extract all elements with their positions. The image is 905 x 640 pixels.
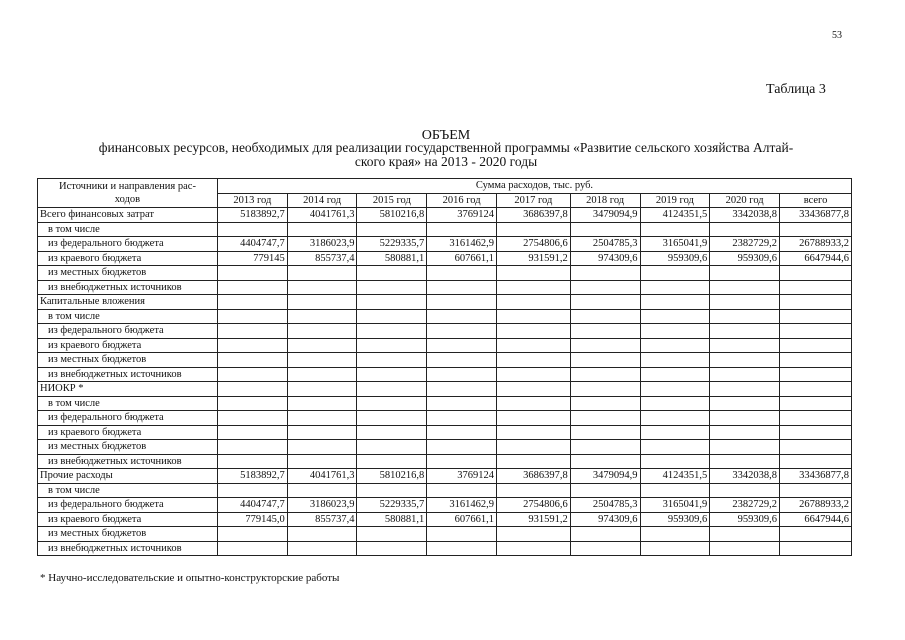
value-cell: 6647944,6 (780, 251, 852, 266)
footnote: * Научно-исследовательские и опытно-конструкторские работы (40, 572, 340, 584)
row-label: из внебюджетных источников (38, 367, 218, 382)
value-cell (780, 324, 852, 339)
value-cell (217, 266, 287, 281)
value-cell: 3161462,9 (427, 498, 497, 513)
value-cell (640, 266, 710, 281)
value-cell (710, 338, 780, 353)
table-row (38, 266, 852, 281)
value-cell: 3186023,9 (287, 498, 357, 513)
value-cell: 4124351,5 (640, 208, 710, 223)
value-cell: 2504785,3 (570, 237, 640, 252)
value-cell: 4404747,7 (217, 498, 287, 513)
value-cell (496, 527, 570, 542)
value-cell (496, 309, 570, 324)
value-cell (780, 367, 852, 382)
value-cell (780, 454, 852, 469)
value-cell (287, 280, 357, 295)
value-cell: 5229335,7 (357, 498, 427, 513)
table-row (38, 512, 852, 527)
value-cell: 4124351,5 (640, 469, 710, 484)
row-label: Прочие расходы (38, 469, 218, 484)
row-label: в том числе (38, 222, 218, 237)
table-row (38, 280, 852, 295)
value-cell (710, 411, 780, 426)
value-cell: 3479094,9 (570, 469, 640, 484)
value-cell (710, 222, 780, 237)
value-cell (287, 541, 357, 556)
value-cell (710, 353, 780, 368)
value-cell (427, 382, 497, 397)
value-cell: 3161462,9 (427, 237, 497, 252)
value-cell: 3686397,8 (496, 469, 570, 484)
value-cell (640, 454, 710, 469)
value-cell: 580881,1 (357, 512, 427, 527)
value-cell: 3769124 (427, 469, 497, 484)
value-cell (427, 338, 497, 353)
value-cell (570, 440, 640, 455)
value-cell (287, 324, 357, 339)
value-cell (427, 353, 497, 368)
value-cell (357, 440, 427, 455)
table-row (38, 237, 852, 252)
value-cell (217, 396, 287, 411)
value-cell: 3165041,9 (640, 237, 710, 252)
value-cell (217, 222, 287, 237)
table-row (38, 251, 852, 266)
source-column-header-line-1: Источники и направления рас- (59, 181, 196, 192)
source-column-header (38, 179, 218, 208)
row-label: Капитальные вложения (38, 295, 218, 310)
value-cell (570, 454, 640, 469)
row-label: из местных бюджетов (38, 266, 218, 281)
value-cell (427, 541, 497, 556)
source-column-header-line-2: ходов (114, 194, 141, 205)
value-cell (357, 367, 427, 382)
value-cell (570, 280, 640, 295)
value-cell (427, 527, 497, 542)
table-row (38, 382, 852, 397)
value-cell (217, 338, 287, 353)
value-cell: 4041761,3 (287, 469, 357, 484)
value-cell: 2382729,2 (710, 498, 780, 513)
table-row (38, 440, 852, 455)
table-row (38, 469, 852, 484)
value-cell (496, 541, 570, 556)
value-cell: 26788933,2 (780, 237, 852, 252)
value-cell: 33436877,8 (780, 469, 852, 484)
value-cell (570, 266, 640, 281)
value-cell (640, 367, 710, 382)
table-row (38, 541, 852, 556)
value-cell: 3165041,9 (640, 498, 710, 513)
value-cell (710, 541, 780, 556)
value-cell (357, 541, 427, 556)
table-row (38, 527, 852, 542)
value-cell (710, 266, 780, 281)
value-cell (357, 396, 427, 411)
value-cell: 779145,0 (217, 512, 287, 527)
value-cell (710, 367, 780, 382)
value-cell (640, 353, 710, 368)
value-cell: 3342038,8 (710, 208, 780, 223)
table-row (38, 454, 852, 469)
year-header: 2019 год (640, 193, 710, 208)
value-cell (287, 353, 357, 368)
value-cell (496, 411, 570, 426)
value-cell (570, 353, 640, 368)
value-cell (287, 295, 357, 310)
value-cell (780, 483, 852, 498)
year-header: 2015 год (357, 193, 427, 208)
value-cell (357, 280, 427, 295)
value-cell (570, 483, 640, 498)
value-cell (780, 440, 852, 455)
row-label: НИОКР * (38, 382, 218, 397)
value-cell (780, 411, 852, 426)
value-cell (287, 367, 357, 382)
table-body (38, 208, 852, 556)
year-header: всего (780, 193, 852, 208)
table-row (38, 309, 852, 324)
value-cell (217, 324, 287, 339)
table-row (38, 208, 852, 223)
value-cell (640, 483, 710, 498)
year-header: 2017 год (496, 193, 570, 208)
table-row (38, 425, 852, 440)
value-cell (217, 454, 287, 469)
financing-table (37, 178, 852, 556)
value-cell (710, 527, 780, 542)
value-cell (780, 353, 852, 368)
value-cell (217, 425, 287, 440)
table-row (38, 483, 852, 498)
header-row-sum (38, 179, 852, 194)
value-cell (570, 425, 640, 440)
value-cell: 607661,1 (427, 512, 497, 527)
value-cell (427, 425, 497, 440)
value-cell (640, 222, 710, 237)
value-cell (496, 295, 570, 310)
value-cell (427, 367, 497, 382)
value-cell (640, 309, 710, 324)
value-cell (217, 309, 287, 324)
value-cell (357, 295, 427, 310)
value-cell: 974309,6 (570, 512, 640, 527)
value-cell: 2754806,6 (496, 498, 570, 513)
row-label: из федерального бюджета (38, 498, 218, 513)
value-cell (427, 266, 497, 281)
value-cell (780, 541, 852, 556)
value-cell (640, 411, 710, 426)
value-cell (570, 382, 640, 397)
value-cell (780, 280, 852, 295)
value-cell (357, 454, 427, 469)
value-cell (427, 440, 497, 455)
value-cell (570, 396, 640, 411)
value-cell: 959309,6 (710, 512, 780, 527)
value-cell (287, 382, 357, 397)
value-cell (217, 541, 287, 556)
value-cell (287, 425, 357, 440)
row-label: из федерального бюджета (38, 411, 218, 426)
value-cell (570, 295, 640, 310)
value-cell (217, 440, 287, 455)
value-cell: 5183892,7 (217, 208, 287, 223)
value-cell: 3342038,8 (710, 469, 780, 484)
value-cell (570, 338, 640, 353)
table-label: Таблица 3 (766, 82, 826, 97)
table-row (38, 295, 852, 310)
page-number: 53 (832, 30, 842, 41)
value-cell: 3769124 (427, 208, 497, 223)
value-cell (217, 295, 287, 310)
value-cell (357, 483, 427, 498)
value-cell (427, 295, 497, 310)
value-cell (640, 280, 710, 295)
value-cell (570, 367, 640, 382)
value-cell (640, 338, 710, 353)
value-cell (640, 541, 710, 556)
value-cell: 3479094,9 (570, 208, 640, 223)
year-header: 2018 год (570, 193, 640, 208)
row-label: из внебюджетных источников (38, 541, 218, 556)
value-cell (570, 309, 640, 324)
value-cell (780, 527, 852, 542)
row-label: в том числе (38, 396, 218, 411)
value-cell (357, 338, 427, 353)
table-row (38, 338, 852, 353)
value-cell: 959309,6 (640, 251, 710, 266)
value-cell (570, 324, 640, 339)
value-cell: 5229335,7 (357, 237, 427, 252)
value-cell: 779145 (217, 251, 287, 266)
value-cell: 607661,1 (427, 251, 497, 266)
row-label: из внебюджетных источников (38, 280, 218, 295)
value-cell (287, 483, 357, 498)
value-cell: 2754806,6 (496, 237, 570, 252)
value-cell (496, 280, 570, 295)
table-row (38, 324, 852, 339)
row-label: из федерального бюджета (38, 237, 218, 252)
row-label: из местных бюджетов (38, 440, 218, 455)
value-cell (496, 425, 570, 440)
value-cell: 33436877,8 (780, 208, 852, 223)
value-cell (780, 396, 852, 411)
table-row (38, 222, 852, 237)
value-cell (287, 440, 357, 455)
value-cell (710, 454, 780, 469)
value-cell (710, 483, 780, 498)
value-cell (217, 527, 287, 542)
value-cell (640, 324, 710, 339)
value-cell (496, 353, 570, 368)
value-cell (780, 222, 852, 237)
value-cell (357, 222, 427, 237)
value-cell (357, 309, 427, 324)
year-header: 2014 год (287, 193, 357, 208)
table-row (38, 367, 852, 382)
row-label: из краевого бюджета (38, 251, 218, 266)
sum-header: Сумма расходов, тыс. руб. (217, 179, 851, 194)
value-cell (427, 454, 497, 469)
subtitle-line-2: ского края» на 2013 - 2020 годы (354, 153, 538, 169)
value-cell: 2504785,3 (570, 498, 640, 513)
value-cell: 974309,6 (570, 251, 640, 266)
row-label: из краевого бюджета (38, 338, 218, 353)
value-cell (570, 222, 640, 237)
value-cell (640, 382, 710, 397)
value-cell: 26788933,2 (780, 498, 852, 513)
value-cell (496, 396, 570, 411)
value-cell (780, 295, 852, 310)
value-cell (287, 338, 357, 353)
value-cell (496, 324, 570, 339)
value-cell (496, 266, 570, 281)
value-cell (570, 411, 640, 426)
row-label: в том числе (38, 483, 218, 498)
value-cell (640, 396, 710, 411)
value-cell (287, 309, 357, 324)
year-header: 2016 год (427, 193, 497, 208)
document-title: ОБЪЕМ (421, 128, 471, 143)
table-row (38, 411, 852, 426)
value-cell (357, 411, 427, 426)
value-cell (640, 295, 710, 310)
value-cell (780, 338, 852, 353)
value-cell (217, 353, 287, 368)
value-cell (496, 454, 570, 469)
value-cell (780, 266, 852, 281)
value-cell (710, 425, 780, 440)
year-header: 2020 год (710, 193, 780, 208)
value-cell: 5810216,8 (357, 469, 427, 484)
value-cell: 6647944,6 (780, 512, 852, 527)
value-cell (287, 396, 357, 411)
value-cell (357, 353, 427, 368)
value-cell: 959309,6 (710, 251, 780, 266)
value-cell: 959309,6 (640, 512, 710, 527)
value-cell (710, 295, 780, 310)
value-cell (640, 440, 710, 455)
value-cell (427, 411, 497, 426)
row-label: из краевого бюджета (38, 425, 218, 440)
row-label: из федерального бюджета (38, 324, 218, 339)
row-label: из внебюджетных источников (38, 454, 218, 469)
value-cell: 5183892,7 (217, 469, 287, 484)
value-cell (570, 541, 640, 556)
value-cell (287, 454, 357, 469)
value-cell (427, 324, 497, 339)
value-cell: 855737,4 (287, 512, 357, 527)
value-cell: 931591,2 (496, 512, 570, 527)
value-cell (217, 411, 287, 426)
value-cell (710, 324, 780, 339)
row-label: в том числе (38, 309, 218, 324)
value-cell (710, 309, 780, 324)
value-cell: 4041761,3 (287, 208, 357, 223)
value-cell: 580881,1 (357, 251, 427, 266)
value-cell: 931591,2 (496, 251, 570, 266)
value-cell (780, 309, 852, 324)
value-cell (217, 367, 287, 382)
value-cell: 2382729,2 (710, 237, 780, 252)
value-cell (357, 425, 427, 440)
value-cell: 4404747,7 (217, 237, 287, 252)
value-cell (427, 396, 497, 411)
year-header: 2013 год (217, 193, 287, 208)
value-cell (710, 440, 780, 455)
value-cell (496, 367, 570, 382)
table-row (38, 498, 852, 513)
value-cell (427, 483, 497, 498)
row-label: из краевого бюджета (38, 512, 218, 527)
table-row (38, 396, 852, 411)
value-cell (496, 222, 570, 237)
table-header (38, 179, 852, 208)
value-cell (287, 222, 357, 237)
value-cell (570, 527, 640, 542)
value-cell (496, 382, 570, 397)
value-cell: 855737,4 (287, 251, 357, 266)
document-subtitle (40, 141, 852, 168)
value-cell (287, 411, 357, 426)
row-label: из местных бюджетов (38, 527, 218, 542)
row-label: из местных бюджетов (38, 353, 218, 368)
value-cell (710, 396, 780, 411)
value-cell (710, 280, 780, 295)
value-cell (357, 382, 427, 397)
value-cell (287, 527, 357, 542)
table-row (38, 353, 852, 368)
value-cell (427, 280, 497, 295)
value-cell: 5810216,8 (357, 208, 427, 223)
subtitle-line-1: финансовых ресурсов, необходимых для реализации государственной программы «Развитие сельского хозяйства Алтай- (98, 140, 794, 155)
row-label: Всего финансовых затрат (38, 208, 218, 223)
value-cell (710, 382, 780, 397)
value-cell (357, 266, 427, 281)
value-cell (357, 324, 427, 339)
value-cell (357, 527, 427, 542)
value-cell (217, 280, 287, 295)
value-cell (780, 425, 852, 440)
value-cell: 3686397,8 (496, 208, 570, 223)
value-cell (427, 309, 497, 324)
value-cell (496, 483, 570, 498)
value-cell (496, 338, 570, 353)
value-cell (217, 483, 287, 498)
value-cell (217, 382, 287, 397)
value-cell (640, 527, 710, 542)
value-cell (640, 425, 710, 440)
value-cell (287, 266, 357, 281)
value-cell (496, 440, 570, 455)
value-cell: 3186023,9 (287, 237, 357, 252)
value-cell (780, 382, 852, 397)
value-cell (427, 222, 497, 237)
